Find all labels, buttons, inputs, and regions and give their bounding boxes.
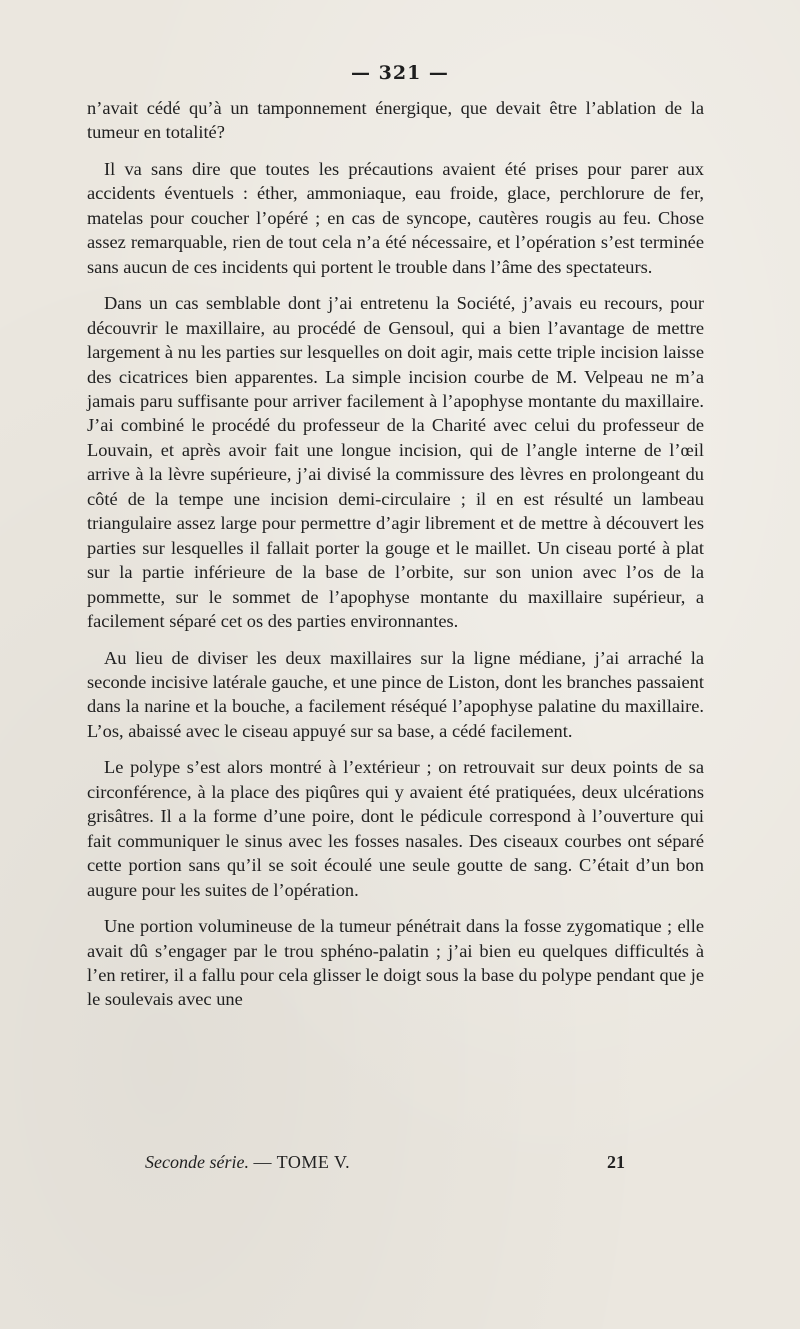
- paragraph-4: Au lieu de diviser les deux maxillaires sur la ligne médiane, j’ai arraché la seconde incisive latérale gauche, et une pince de Liston, dont les branches passaient dans la narine et la bouche, a facilement réséqué l’apophyse palatine du maxillaire. L’os, abaissé avec le ciseau appuyé sur sa base, a cédé facilement.: [87, 647, 704, 741]
- paragraph-5: Le polype s’est alors montré à l’extérieur ; on retrouvait sur deux points de sa circonférence, à la place des piqûres qui y avaient été pratiquées, deux ulcérations grisâtres. Il a la forme d’une poire, dont le pédicule correspond à l’ouverture qui fait communiquer le sinus avec les fosses nasales. Des ciseaux courbes ont séparé cette portion sans qu’il se soit écoulé une seule goutte de sang. C’était d’un bon augure pour les suites de l’opération.: [87, 757, 704, 900]
- page-number: — 321 —: [351, 62, 449, 84]
- footer-tome: — TOME V.: [253, 1152, 351, 1172]
- paragraph-6: Une portion volumineuse de la tumeur pénétrait dans la fosse zygomatique ; elle avait dû s’engager par le trou sphéno-palatin ; j’ai bien eu quelques difficultés à l’en retirer, il a fallu pour cela glisser le doigt sous la base du polype pendant que je le soulevais avec une: [87, 916, 704, 1010]
- footer-series: Seconde série.: [145, 1152, 249, 1172]
- paragraph-2: Il va sans dire que toutes les précautions avaient été prises pour parer aux accidents éventuels : éther, ammoniaque, eau froide, glace, perchlorure de fer, matelas pour coucher l’opéré ; en cas de syncope, cautères rougis au feu. Chose assez remarquable, rien de tout cela n’a été nécessaire, et l’opération s’est terminée sans aucun de ces incidents qui portent le trouble dans l’âme des spectateurs.: [87, 158, 704, 277]
- body-text: [87, 96, 704, 1024]
- page-footer: [145, 1152, 625, 1173]
- signature-mark: 21: [607, 1152, 625, 1172]
- paragraph-3: Dans un cas semblable dont j’ai entretenu la Société, j’avais eu recours, pour découvrir le maxillaire, au procédé de Gensoul, qui a bien l’avantage de mettre largement à nu les parties sur lesquelles on doit agir, mais cette triple incision laisse des cicatrices bien apparentes. La simple incision courbe de M. Velpeau ne m’a jamais paru suffisante pour arriver facilement à l’apophyse montante du maxillaire. J’ai combiné le procédé du professeur de la Charité avec celui du professeur de Louvain, et après avoir fait une longue incision, qui de l’angle interne de l’œil arrive à la lèvre supérieure, j’ai divisé la commissure des lèvres en prolongeant du côté de la tempe une incision demi-circulaire ; il en est résulté un lambeau triangulaire assez large pour permettre d’agir librement et de mettre à découvert les parties sur lesquelles il fallait porter la gouge et le maillet. Un ciseau porté à plat sur la partie inférieure de la base de l’orbite, sur son union avec l’os de la pommette, sur le sommet de l’apophyse montante du maxillaire supérieur, a facilement séparé cet os des parties environnantes.: [87, 293, 704, 632]
- paragraph-1: n’avait cédé qu’à un tamponnement énergique, que devait être l’ablation de la tumeur en totalité?: [87, 98, 704, 143]
